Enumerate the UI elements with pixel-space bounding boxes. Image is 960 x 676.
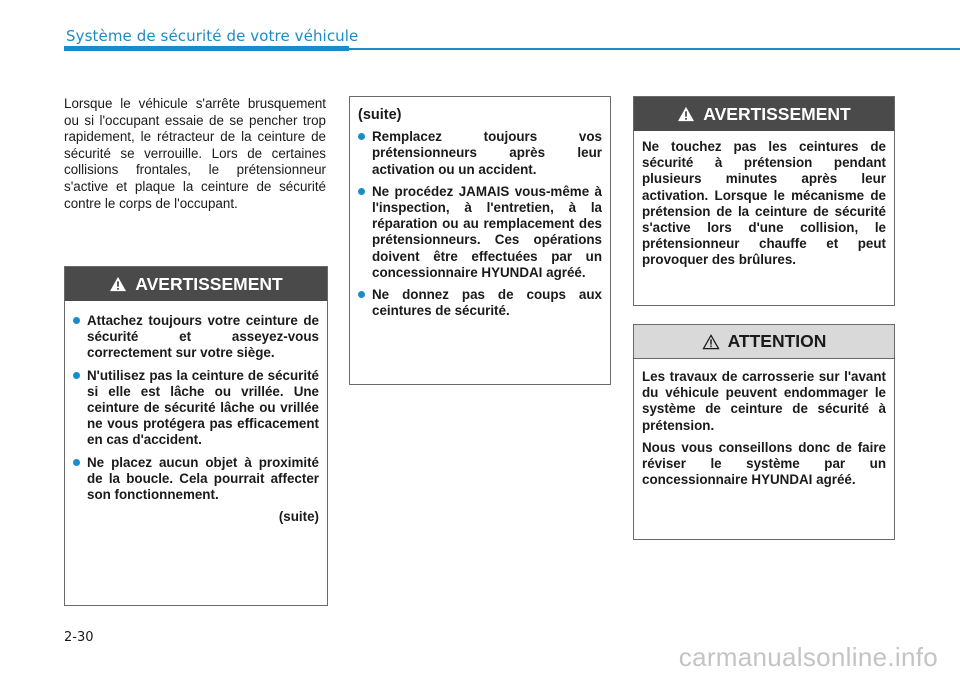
continued-label: (suite) bbox=[278, 509, 319, 525]
section-title: Système de sécurité de votre véhicule bbox=[66, 27, 359, 45]
caution-box-header bbox=[634, 325, 894, 359]
continued-warning-box bbox=[349, 96, 611, 385]
bullet-dot bbox=[358, 291, 365, 298]
bullet-dot bbox=[73, 459, 80, 466]
bullet-dot bbox=[73, 372, 80, 379]
bullet-dot bbox=[358, 133, 365, 140]
caution-triangle-icon bbox=[702, 334, 720, 350]
header-accent-bar bbox=[64, 46, 349, 51]
warning-text: Ne touchez pas les ceintures de sécurité à prétension pendant plusieurs minutes après leur activation. Lorsque le mécanisme de prétension de la ceinture de sécurité s'active lors d'une collision, le prétensionneur chauffe et peut provoquer des brûlures. bbox=[642, 139, 886, 268]
list-item: Attachez toujours votre ceinture de sécurité et asseyez-vous correctement sur votre siège. bbox=[73, 313, 319, 362]
warning-box-header bbox=[65, 267, 327, 301]
list-item: Ne placez aucun objet à proximité de la boucle. Cela pourrait affecter son fonctionnement. bbox=[73, 455, 319, 504]
intro-paragraph: Lorsque le véhicule s'arrête brusquement ou si l'occupant essaie de se pencher trop rapidement, le rétracteur de la ceinture de sécurité se verrouille. Lors de certaines collisions frontales, le prétensionneur s'active et plaque la ceinture de sécurité contre le corps de l'occupant. bbox=[64, 96, 326, 211]
caution-paragraph: Nous vous conseillons donc de faire réviser le système par un concessionnaire HYUNDAI agréé. bbox=[642, 439, 886, 488]
warning-triangle-icon bbox=[109, 276, 127, 292]
caution-box-title: ATTENTION bbox=[727, 331, 827, 351]
caution-box bbox=[633, 324, 895, 540]
warning-box-seatbelt bbox=[64, 266, 328, 606]
list-item: N'utilisez pas la ceinture de sécurité si elle est lâche ou vrillée. Une ceinture de sécurité lâche ou vrillée ne vous protégera pas efficacement en cas d'accident. bbox=[73, 368, 319, 449]
warning-box-title: AVERTISSEMENT bbox=[135, 273, 283, 294]
list-item: Ne donnez pas de coups aux ceintures de sécurité. bbox=[358, 287, 602, 319]
list-item: Remplacez toujours vos prétensionneurs après leur activation ou un accident. bbox=[358, 129, 602, 178]
header-rule bbox=[349, 48, 960, 50]
warning-box-header bbox=[634, 97, 894, 131]
continued-title: (suite) bbox=[358, 107, 402, 123]
warning-box-title: AVERTISSEMENT bbox=[703, 103, 851, 124]
list-item: Ne procédez JAMAIS vous-même à l'inspection, à l'entretien, à la réparation ou au remplacement des prétensionneurs. Ces opérations doivent être effectuées par un concessionnaire HYUNDAI agréé. bbox=[358, 184, 602, 281]
warning-box-pretensioner bbox=[633, 96, 895, 306]
caution-paragraph: Les travaux de carrosserie sur l'avant du véhicule peuvent endommager le système de ceinture de sécurité à prétension. bbox=[642, 369, 886, 433]
watermark: carmanualsonline.info bbox=[678, 642, 938, 672]
warning-triangle-icon bbox=[677, 106, 695, 122]
bullet-dot bbox=[73, 317, 80, 324]
bullet-dot bbox=[358, 188, 365, 195]
page-number: 2-30 bbox=[64, 630, 94, 645]
